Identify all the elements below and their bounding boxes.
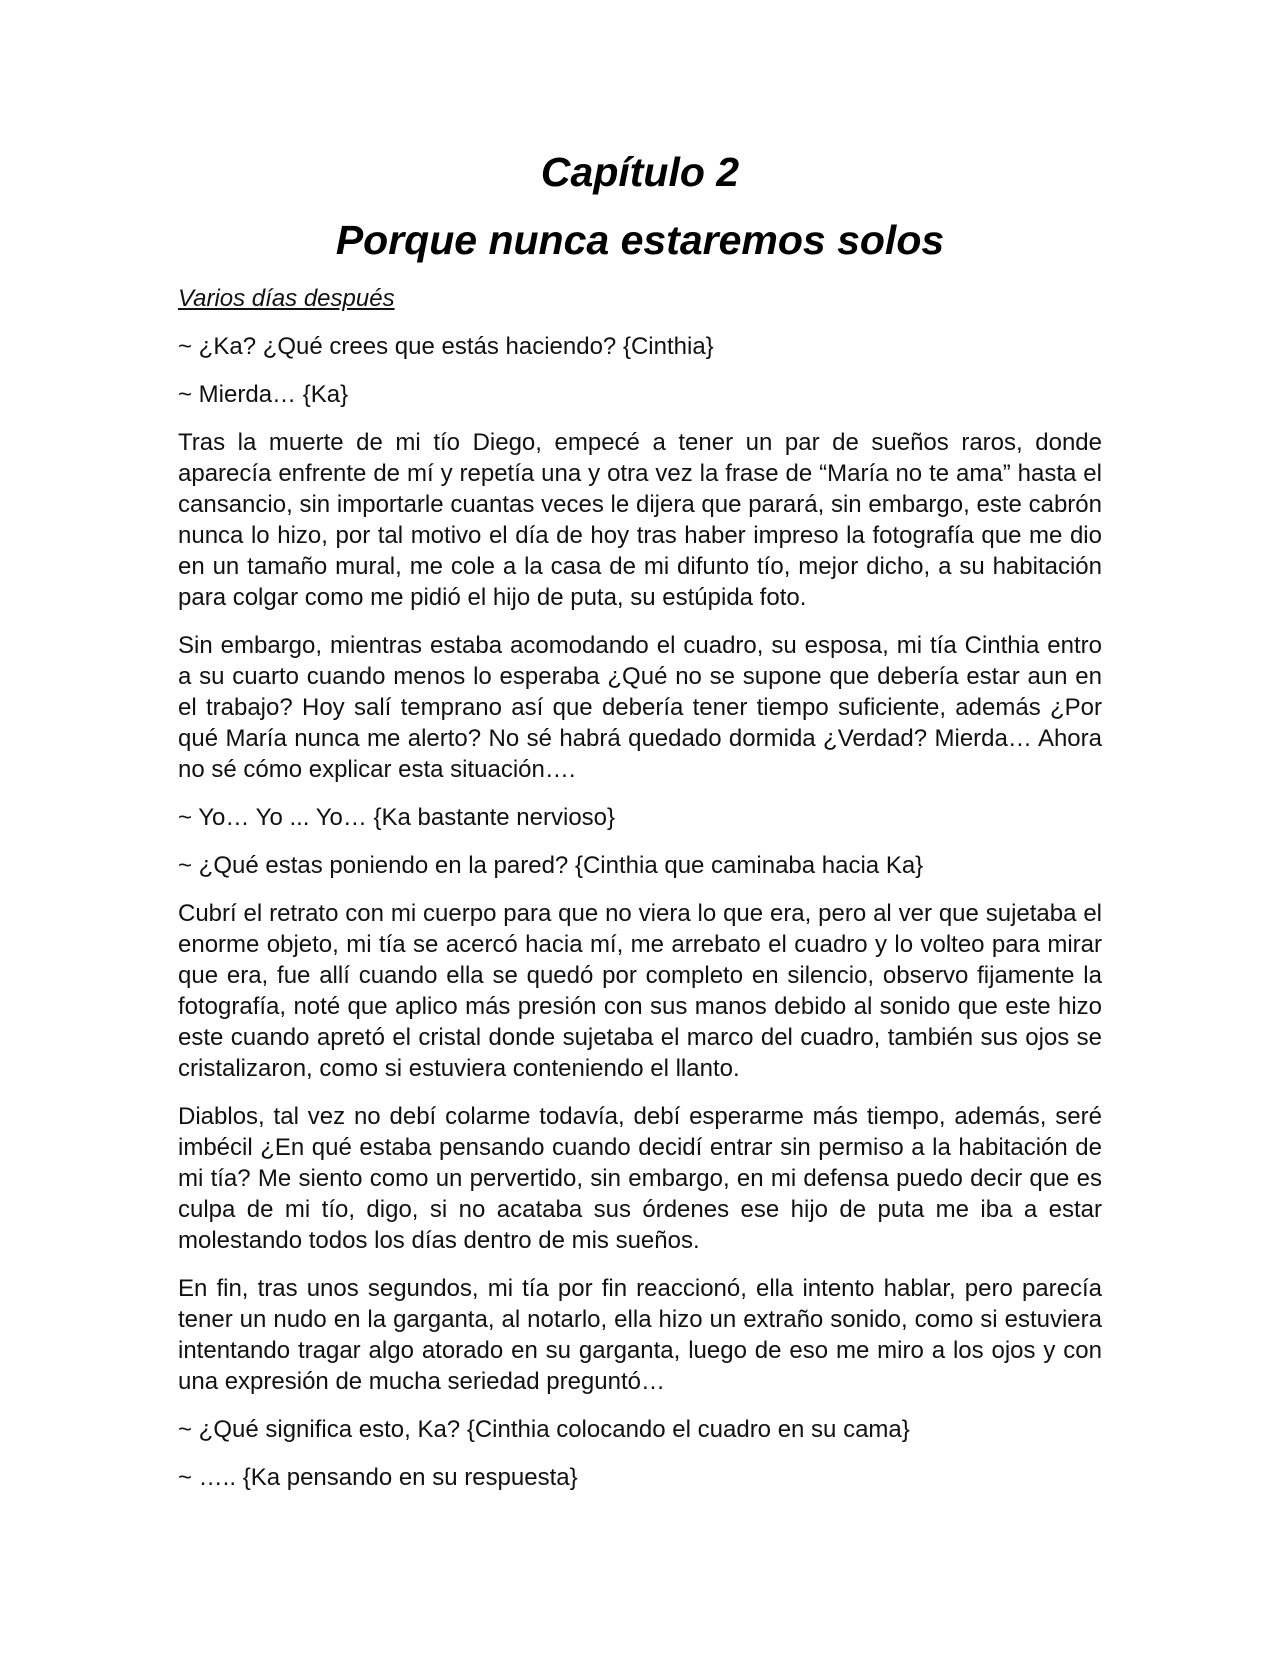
dialogue-line: ~ ….. {Ka pensando en su respuesta} <box>178 1464 578 1491</box>
narrative-paragraph: Sin embargo, mientras estaba acomodando el cuadro, su esposa, mi tía Cinthia entro a su cuarto cuando menos lo esperaba ¿Qué no se supone que debería estar aun en el trabajo? Hoy salí temprano así que debería tener tiempo suficiente, además ¿Por qué María nunca me alerto? No sé habrá quedado dormida ¿Verdad? Mierda… Ahora no sé cómo explicar esta situación…. <box>178 632 1102 783</box>
chapter-subtitle: Porque nunca estaremos solos <box>335 217 945 263</box>
chapter-title: Capítulo 2 <box>540 149 740 195</box>
narrative-paragraph: Cubrí el retrato con mi cuerpo para que no viera lo que era, pero al ver que sujetaba el enorme objeto, mi tía se acercó hacia mí, me arrebato el cuadro y lo volteo para mirar que era, fue allí cuando ella se quedó por completo en silencio, observo fijamente la fotografía, noté que aplico más presión con sus manos debido al sonido que este hizo este cuando apretó el cristal donde sujetaba el marco del cuadro, también sus ojos se cristalizaron, como si estuviera conteniendo el llanto. <box>178 900 1102 1082</box>
dialogue-line: ~ ¿Qué estas poniendo en la pared? {Cinthia que caminaba hacia Ka} <box>178 852 924 879</box>
narrative-paragraph: Diablos, tal vez no debí colarme todavía, debí esperarme más tiempo, además, seré imbécil ¿En qué estaba pensando cuando decidí entrar sin permiso a la habitación de mi tía? Me siento como un pervertido, sin embargo, en mi defensa puedo decir que es culpa de mi tío, digo, si no acataba sus órdenes ese hijo de puta me iba a estar molestando todos los días dentro de mis sueños. <box>178 1103 1102 1254</box>
dialogue-line: ~ Yo… Yo ... Yo… {Ka bastante nervioso} <box>178 804 616 831</box>
dialogue-line: ~ ¿Ka? ¿Qué crees que estás haciendo? {Cinthia} <box>178 333 714 360</box>
dialogue-line: ~ ¿Qué significa esto, Ka? {Cinthia colocando el cuadro en su cama} <box>178 1416 910 1443</box>
dialogue-line: ~ Mierda… {Ka} <box>178 381 349 408</box>
time-marker: Varios días después <box>178 285 395 312</box>
narrative-paragraph: En fin, tras unos segundos, mi tía por fin reaccionó, ella intento hablar, pero parecía tener un nudo en la garganta, al notarlo, ella hizo un extraño sonido, como si estuviera intentando tragar algo atorado en su garganta, luego de eso me miro a los ojos y con una expresión de mucha seriedad preguntó… <box>178 1275 1102 1395</box>
page-content <box>178 145 1102 1493</box>
narrative-paragraph: Tras la muerte de mi tío Diego, empecé a tener un par de sueños raros, donde aparecía enfrente de mí y repetía una y otra vez la frase de “María no te ama” hasta el cansancio, sin importarle cuantas veces le dijera que parará, sin embargo, este cabrón nunca lo hizo, por tal motivo el día de hoy tras haber impreso la fotografía que me dio en un tamaño mural, me cole a la casa de mi difunto tío, mejor dicho, a su habitación para colgar como me pidió el hijo de puta, su estúpida foto. <box>178 429 1102 611</box>
